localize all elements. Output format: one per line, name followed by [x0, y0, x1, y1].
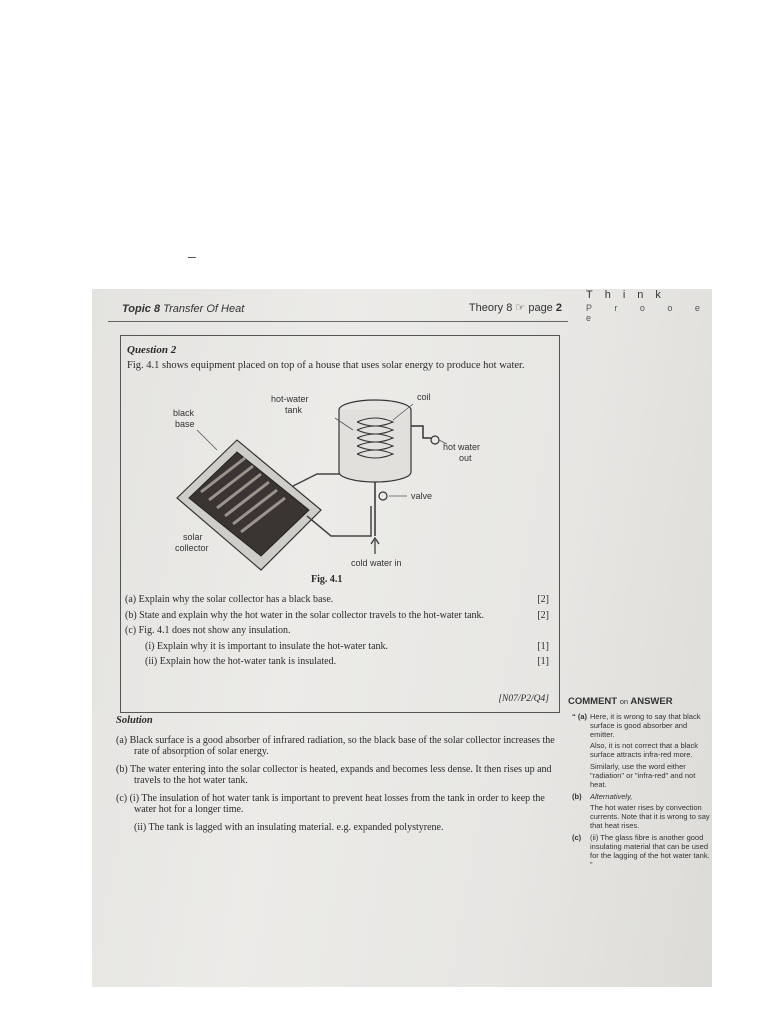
stray-mark: – [188, 248, 196, 264]
comment-a-3: Similarly, use the word either "radiation" or "infra-red" and not heat. [590, 762, 696, 789]
side-heading-second-line: P r o o e e [586, 303, 710, 323]
solar-heater-diagram [121, 386, 557, 576]
label-solar: solar [183, 532, 203, 542]
part-a: (a) Explain why the solar collector has a black base. [2] [125, 594, 549, 605]
comment-a: “ (a) Here, it is wrong to say that black surface is good absorber and emitter. [572, 712, 701, 739]
part-c-i: (i) Explain why it is important to insulate the hot-water tank. [1] [145, 640, 549, 652]
textbook-page-photo [92, 289, 712, 987]
mark: [2] [537, 594, 549, 605]
comment-b: (b) Alternatively, [572, 792, 633, 801]
mark: [2] [537, 609, 549, 621]
comment-section [568, 697, 710, 871]
solution-c-ii: (ii) The tank is lagged with an insulating material. e.g. expanded polystyrene. [134, 821, 444, 833]
comment-b-2: The hot water rises by convection currents. Note that it is wrong to say that heat rises. [590, 803, 710, 830]
mark: [1] [537, 640, 549, 652]
part-c-ii: (ii) Explain how the hot-water tank is insulated. [1] [145, 656, 549, 667]
page-header [108, 299, 568, 322]
label-base: base [175, 419, 195, 429]
hot-water-out-pipe [411, 426, 431, 438]
page-word: page [528, 302, 553, 314]
theory-page-label [469, 301, 562, 314]
cold-water-arrow [371, 538, 379, 554]
label-valve: valve [411, 491, 433, 501]
question-reference: [N07/P2/Q4] [498, 694, 549, 704]
label-hot-water: hot-water [271, 394, 309, 404]
label-coil: coil [417, 392, 431, 402]
label-hot-water-out-1: hot water [443, 442, 481, 452]
question-intro: Fig. 4.1 shows equipment placed on top of a house that uses solar energy to produce hot water. [127, 360, 525, 371]
comment-a-2: Also, it is not correct that a black surface attracts infra-red more. [590, 741, 698, 759]
question-box [120, 335, 560, 713]
hot-water-tap [431, 436, 439, 444]
topic-number: Topic 8 [122, 303, 161, 315]
topic-title [122, 303, 244, 315]
pointing-hand-icon: ☞ [515, 302, 526, 314]
label-hot-water-out-2: out [459, 453, 472, 463]
solution-a: (a) Black surface is a good absorber of infrared radiation, so the black base of the solar collector increases the rate of absorption of solar energy. [116, 734, 555, 757]
theory-number: Theory 8 [468, 302, 513, 314]
solution-b: (b) The water entering into the solar collector is heated, expands and becomes less dense. It then rises up and travels to the hot water tank. [116, 763, 552, 786]
label-tank: tank [285, 405, 303, 415]
topic-name: Transfer Of Heat [163, 303, 245, 315]
label-cold-water-in: cold water in [351, 558, 402, 568]
comment-c: (c) (ii) The glass fibre is another good insulating material that can be used for the lagging of the hot water tank. ” [572, 833, 710, 869]
question-parts [125, 594, 549, 672]
solution-section [116, 715, 556, 839]
side-heading: Think [586, 289, 673, 301]
label-collector: collector [175, 543, 209, 553]
solution-c-i: (c) (i) The insulation of hot water tank is important to prevent heat losses from the tank in order to keep the water hot for a longer time. [116, 792, 545, 815]
solution-title: Solution [116, 715, 153, 726]
mark: [1] [537, 656, 549, 667]
page-number: 2 [555, 302, 562, 314]
question-title: Question 2 [127, 344, 177, 356]
figure-caption: Fig. 4.1 [311, 574, 343, 585]
part-c: (c) Fig. 4.1 does not show any insulation. [125, 625, 291, 636]
valve [379, 492, 387, 500]
part-b: (b) State and explain why the hot water in the solar collector travels to the hot-water tank. [2] [125, 609, 549, 621]
hot-water-tank [339, 410, 411, 482]
label-black: black [173, 408, 195, 418]
comment-title: COMMENT on ANSWER [568, 696, 673, 707]
